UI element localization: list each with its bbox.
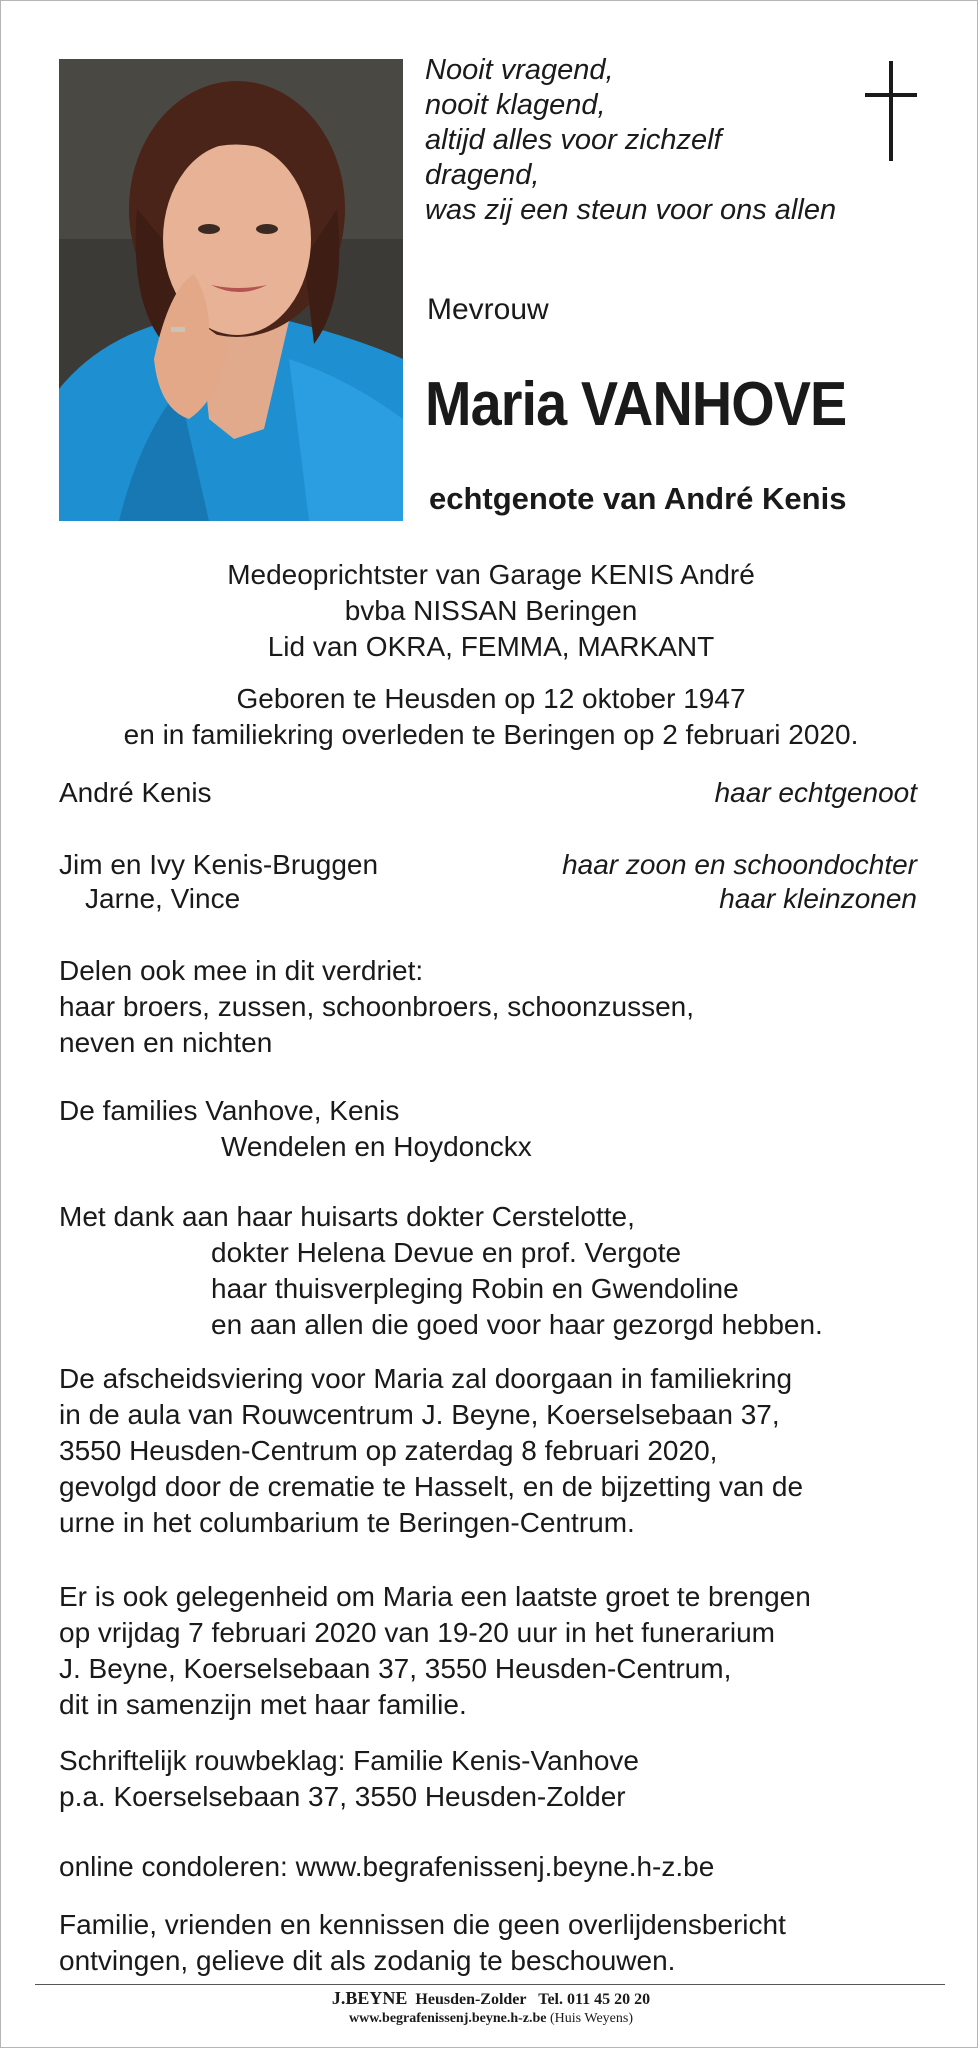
text-line: Schriftelijk rouwbeklag: Familie Kenis-Vanhove (59, 1745, 639, 1776)
text-line: dokter Helena Devue en prof. Vergote (211, 1237, 682, 1268)
spouse-line: echtgenote van André Kenis (429, 481, 847, 516)
family-relation: haar echtgenoot (714, 777, 917, 808)
text-line: dit in samenzijn met haar familie. (59, 1689, 467, 1720)
text-line: Er is ook gelegenheid om Maria een laatste groet te brengen (59, 1581, 811, 1612)
family-relation: haar kleinzonen (719, 883, 917, 914)
death-line: en in familiekring overleden te Beringen op 2 februari 2020. (123, 719, 859, 750)
closing-block (59, 1907, 939, 1979)
ceremony-block (59, 1361, 939, 1541)
text-line: 3550 Heusden-Centrum op zaterdag 8 februari 2020, (59, 1435, 718, 1466)
poem-line: nooit klagend, (425, 89, 606, 121)
funeral-home-website: www.begrafenissenj.beyne.h-z.be (348, 2011, 547, 2026)
text-line: Familie, vrienden en kennissen die geen overlijdensbericht (59, 1909, 786, 1940)
occupation-line: bvba NISSAN Beringen (344, 595, 638, 626)
online-condolence-text: online condoleren: www.begrafenissenj.beyne.h-z.be (59, 1851, 715, 1882)
poem-line: altijd alles voor zichzelf (425, 124, 722, 156)
family-row (59, 881, 917, 917)
visitation-block (59, 1579, 939, 1723)
families-block (59, 1093, 939, 1165)
occupation-line: Lid van OKRA, FEMMA, MARKANT (267, 631, 715, 662)
text-line: op vrijdag 7 februari 2020 van 19-20 uur in het funerarium (59, 1617, 775, 1648)
family-name: André Kenis (59, 777, 212, 808)
text-line: p.a. Koerselsebaan 37, 3550 Heusden-Zolder (59, 1781, 626, 1812)
footer-divider (35, 1984, 945, 1985)
share-grief-block (59, 953, 939, 1061)
cross-icon (859, 61, 923, 161)
text-line: De families Vanhove, Kenis (59, 1095, 400, 1126)
portrait-photo (59, 59, 403, 521)
funeral-home-note: (Huis Weyens) (550, 2011, 634, 2026)
text-line: ontvingen, gelieve dit als zodanig te beschouwen. (59, 1945, 676, 1976)
online-condolence (59, 1849, 939, 1885)
text-line: Delen ook mee in dit verdriet: (59, 955, 424, 986)
funeral-home-phone: Tel. 011 45 20 20 (538, 1991, 651, 2008)
occupation-line: Medeoprichtster van Garage KENIS André (227, 559, 755, 590)
text-line: haar broers, zussen, schoonbroers, schoonzussen, (59, 991, 695, 1022)
text-line: J. Beyne, Koerselsebaan 37, 3550 Heusden-Centrum, (59, 1653, 732, 1684)
occupation-block (1, 557, 980, 665)
family-row (59, 847, 917, 883)
family-relation: haar zoon en schoondochter (562, 849, 917, 880)
poem-line: dragend, (425, 159, 540, 191)
thanks-block (59, 1199, 939, 1343)
family-name: Jim en Ivy Kenis-Bruggen (59, 849, 379, 880)
text-line: Met dank aan haar huisarts dokter Cerstelotte, (59, 1201, 635, 1232)
text-line: gevolgd door de crematie te Hasselt, en de bijzetting van de (59, 1471, 804, 1502)
portrait-illustration (59, 59, 403, 521)
funeral-home-footer (1, 1989, 980, 2028)
text-line: De afscheidsviering voor Maria zal doorgaan in familiekring (59, 1363, 793, 1394)
text-line: haar thuisverpleging Robin en Gwendoline (211, 1273, 739, 1304)
text-line: en aan allen die goed voor haar gezorgd hebben. (211, 1309, 823, 1340)
deceased-name: Maria VANHOVE (425, 370, 847, 439)
honorific: Mevrouw (427, 293, 549, 326)
text-line: in de aula van Rouwcentrum J. Beyne, Koerselsebaan 37, (59, 1399, 780, 1430)
text-line: neven en nichten (59, 1027, 273, 1058)
funeral-home-name: J.BEYNE (331, 1988, 408, 2008)
text-line: Wendelen en Hoydonckx (221, 1131, 532, 1162)
memorial-poem (425, 53, 865, 228)
poem-line: was zij een steun voor ons allen (425, 194, 837, 226)
family-name: Jarne, Vince (85, 883, 241, 914)
poem-line: Nooit vragend, (425, 54, 614, 86)
birth-line: Geboren te Heusden op 12 oktober 1947 (236, 683, 746, 714)
funeral-home-location: Heusden-Zolder (415, 1991, 527, 2008)
condolence-address-block (59, 1743, 939, 1815)
birth-death-block (1, 681, 980, 753)
family-row (59, 775, 917, 811)
text-line: urne in het columbarium te Beringen-Centrum. (59, 1507, 635, 1538)
